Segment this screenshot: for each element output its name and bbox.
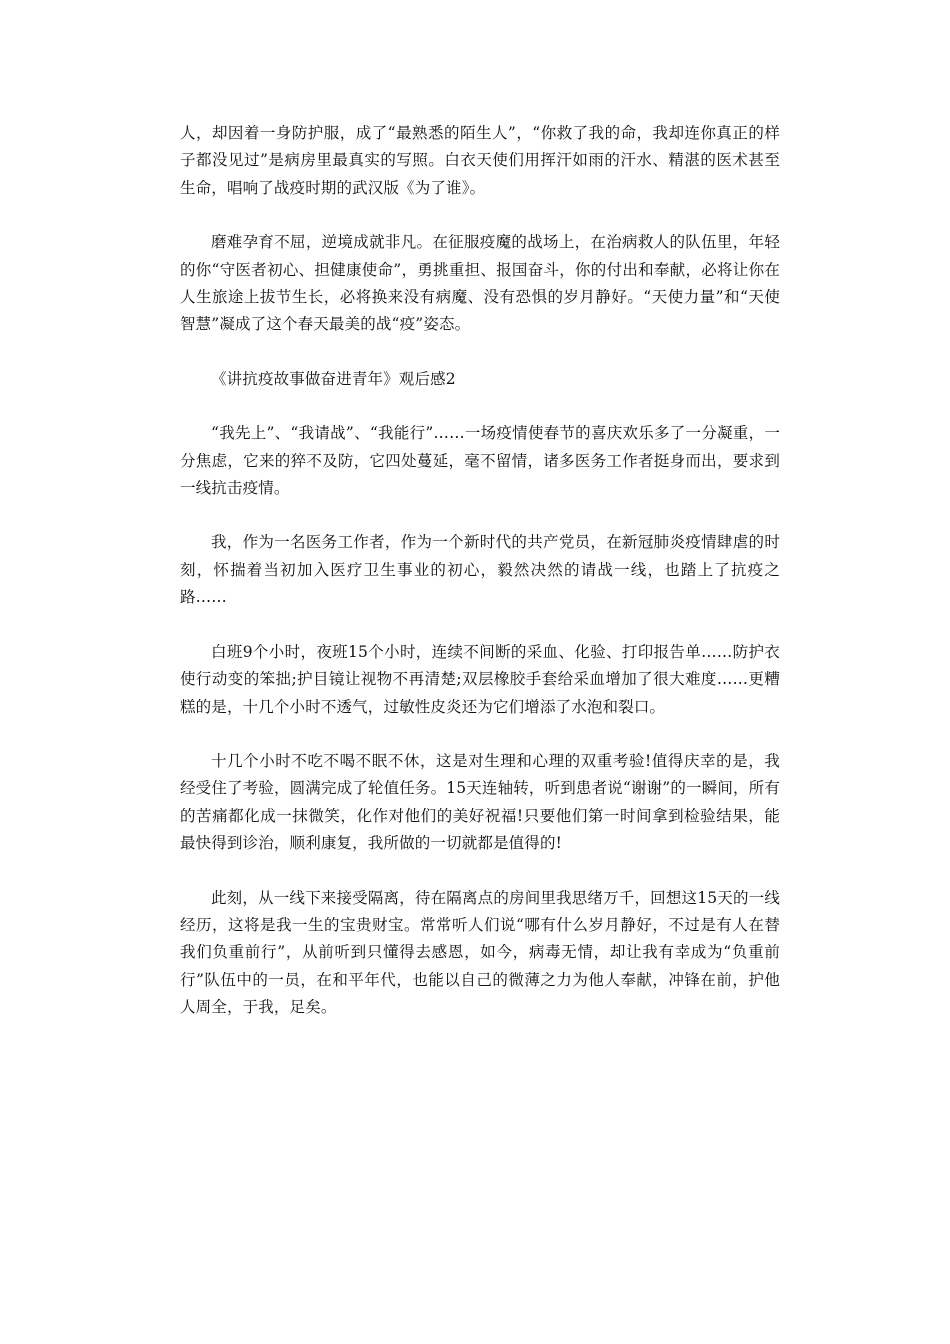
paragraph: 此刻，从一线下来接受隔离，待在隔离点的房间里我思绪万千，回想这15天的一线经历，这将是我一生的宝贵财宝。常常听人们说“哪有什么岁月静好，不过是有人在替我们负重前行”，从前听到只懂得去感恩，如今，病毒无情，却让我有幸成为“负重前行”队伍中的一员，在和平年代，也能以自己的微薄之力为他人奉献，冲锋在前，护他人周全，于我，足矣。 <box>180 888 780 1017</box>
paragraph: 磨难孕育不屈，逆境成就非凡。在征服疫魔的战场上，在治病救人的队伍里，年轻的你“守医者初心、担健康使命”，勇挑重担、报国奋斗，你的付出和奉献，必将让你在人生旅途上拔节生长，必将换来没有病魔、没有恐惧的岁月静好。“天使力量”和“天使智慧”凝成了这个春天最美的战“疫”姿态。 <box>180 233 780 334</box>
paragraph: 白班9个小时，夜班15个小时，连续不间断的采血、化验、打印报告单……防护衣使行动变的笨拙;护目镜让视物不再清楚;双层橡胶手套给采血增加了很大难度……更糟糕的是，十几个小时不透气，过敏性皮炎还为它们增添了水泡和裂口。 <box>180 642 780 716</box>
paragraph: 我，作为一名医务工作者，作为一个新时代的共产党员，在新冠肺炎疫情肆虐的时刻，怀揣着当初加入医疗卫生事业的初心，毅然决然的请战一线，也踏上了抗疫之路…… <box>180 533 780 607</box>
section-title: 《讲抗疫故事做奋进青年》观后感2 <box>211 369 456 388</box>
paragraph: “我先上”、“我请战”、“我能行”……一场疫情使春节的喜庆欢乐多了一分凝重，一分焦虑，它来的猝不及防，它四处蔓延，毫不留情，诸多医务工作者挺身而出，要求到一线抗击疫情。 <box>180 424 780 498</box>
paragraph: 十几个小时不吃不喝不眠不休，这是对生理和心理的双重考验!值得庆幸的是，我经受住了考验，圆满完成了轮值任务。15天连轴转，听到患者说“谢谢”的一瞬间，所有的苦痛都化成一抹微笑，化作对他们的美好祝福!只要他们第一时间拿到检验结果，能最快得到诊治，顺利康复，我所做的一切就都是值得的! <box>180 751 780 853</box>
document-body <box>180 120 780 1049</box>
paragraph-continuation: 人，却因着一身防护服，成了“最熟悉的陌生人”，“你救了我的命，我却连你真正的样子都没见过”是病房里最真实的写照。白衣天使们用挥汗如雨的汗水、精湛的医术甚至生命，唱响了战疫时期的武汉版《为了谁》。 <box>180 124 780 197</box>
